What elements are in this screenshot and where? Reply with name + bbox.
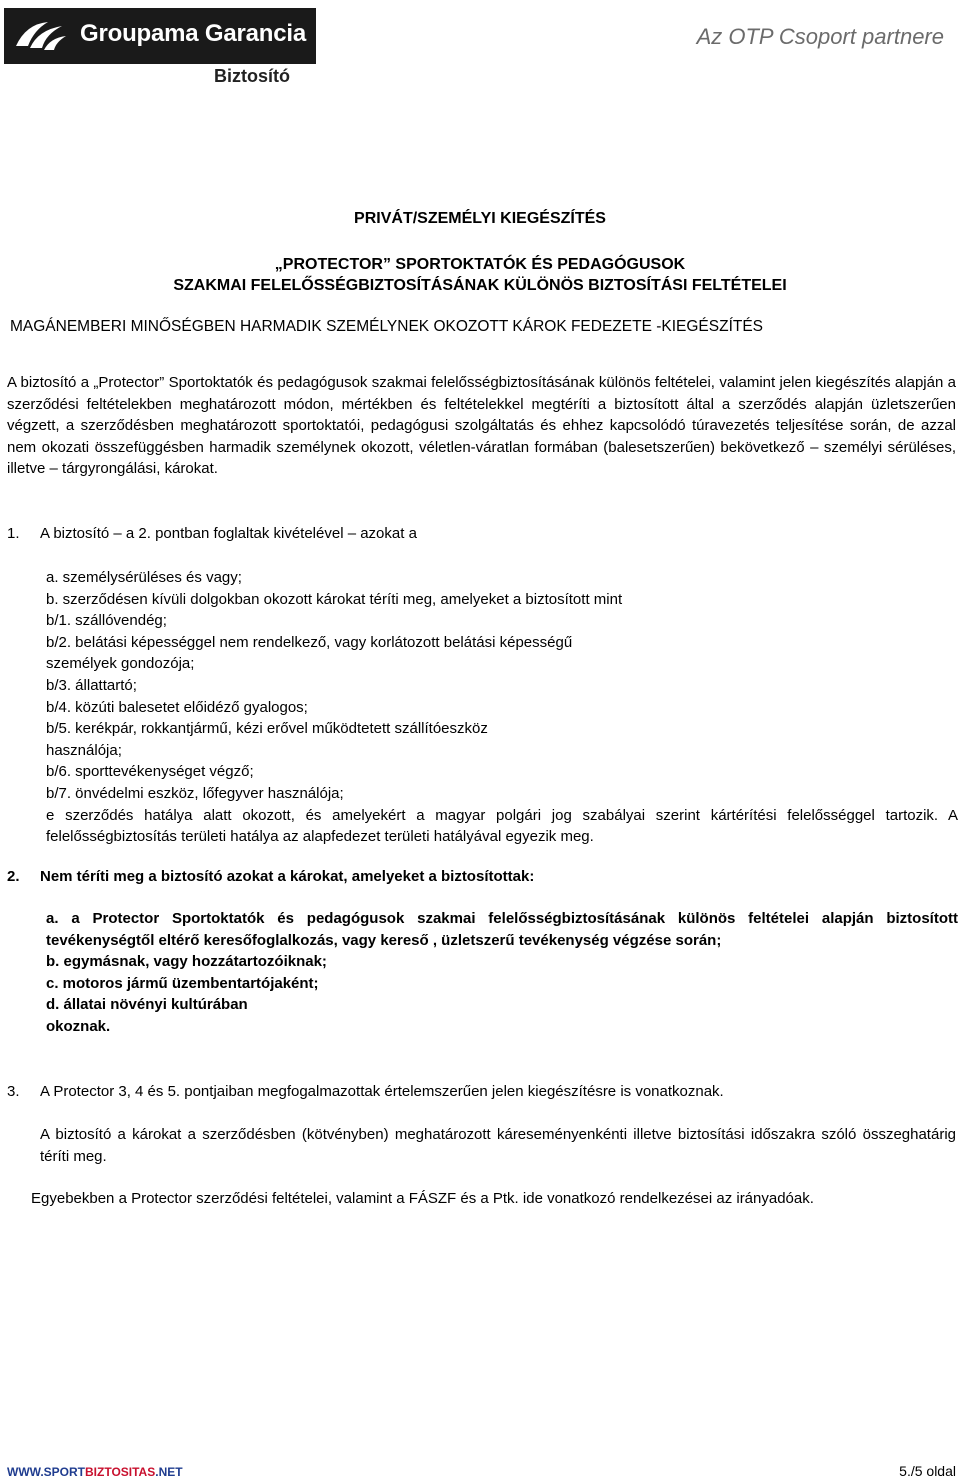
- section-1-heading: [7, 523, 956, 545]
- section-3: [7, 1081, 956, 1103]
- list-item: b/7. önvédelmi eszköz, lőfegyver használója;: [46, 784, 344, 802]
- section-5-body: [7, 1188, 956, 1210]
- list-item: b/1. szállóvendég;: [46, 612, 167, 630]
- page-number: 5./5 oldal: [899, 1463, 956, 1479]
- footer-website-link[interactable]: [7, 1465, 183, 1479]
- document-subtitle: MAGÁNEMBERI MINŐSÉGBEN HARMADIK SZEMÉLYNEK OKOZOTT KÁROK FEDEZETE -KIEGÉSZÍTÉS: [10, 318, 764, 335]
- section-text: A biztosító – a 2. pontban foglaltak kivételével – azokat a: [40, 525, 417, 542]
- wings-logo-icon: [12, 16, 68, 56]
- footer-site-part-1: WWW.SPORT: [7, 1465, 85, 1479]
- partner-tagline: Az OTP Csoport partnere: [696, 24, 944, 49]
- section-4-body: [7, 1124, 956, 1167]
- logo-text: Groupama Garancia: [80, 20, 307, 47]
- footer-site-part-2: BIZTOSITAS: [85, 1465, 156, 1479]
- section-number: 2.: [7, 868, 20, 885]
- list-item: b/4. közúti balesetet előidéző gyalogos;: [46, 698, 308, 716]
- list-item: b. egymásnak, vagy hozzátartozóiknak;: [46, 953, 327, 971]
- section-1-closing: e szerződés hatálya alatt okozott, és amelyekért a magyar polgári jog szabályai szerint kártérítési felelősséggel tartozik. A felelősségbiztosítás területi hatálya az alapfedezet területi hatályával egyezik meg.: [46, 806, 958, 846]
- section-2-heading: [7, 866, 956, 888]
- section-text: A biztosító a károkat a szerződésben (kötvényben) meghatározott káreseményenkénti illetve biztosítási időszakra szóló összeghatárig téríti meg.: [40, 1126, 956, 1165]
- list-item: c. motoros jármű üzembentartójaként;: [46, 974, 319, 992]
- list-item: b/2. belátási képességgel nem rendelkező, vagy korlátozott belátási képességű: [46, 633, 573, 651]
- section-text: Egyebekben a Protector szerződési feltételei, valamint a FÁSZF és a Ptk. ide vonatkozó rendelkezései az irányadóak.: [31, 1190, 814, 1207]
- document-title-line-1: „PROTECTOR” SPORTOKTATÓK ÉS PEDAGÓGUSOK: [274, 256, 686, 273]
- intro-paragraph: A biztosító a „Protector” Sportoktatók és pedagógusok szakmai felelősségbiztosításának különös feltételei, valamint jelen kiegészítés alapján a szerződési feltételekben meghatározott módon, mértékben és feltételekkel megtéríti a biztosított által a szerződés alapján üzletszerűen végzett, a szerződésben meghatározott sportoktatói, pedagógusi szolgáltatás és ehhez kapcsolódó túravezetés teljesítése során, de azzal nem okozati összefüggésben harmadik személynek okozott, véletlen-váratlan formában (balesetszerűen) bekövetkező – személyi sérüléses, illetve – tárgyrongálási, károkat.: [7, 374, 956, 477]
- document-title-line-2: SZAKMAI FELELŐSSÉGBIZTOSÍTÁSÁNAK KÜLÖNÖS BIZTOSÍTÁSI FELTÉTELEI: [173, 277, 787, 294]
- footer-site-part-3: .NET: [155, 1465, 183, 1479]
- document-supertitle: PRIVÁT/SZEMÉLYI KIEGÉSZÍTÉS: [354, 210, 606, 227]
- list-item: a. a Protector Sportoktatók és pedagógusok szakmai felelősségbiztosításának különös feltételei alapján biztosított tevékenységtől eltérő keresőfoglalkozás, vagy kereső , üzletszerű tevékenység végzése során;: [46, 910, 958, 949]
- section-1-list: [46, 567, 958, 848]
- list-item: d. állatai növényi kultúrában: [46, 996, 248, 1014]
- section-2-list: [46, 908, 958, 1038]
- groupama-logo: [4, 8, 316, 64]
- list-item: személyek gondozója;: [46, 655, 195, 673]
- section-number: 3.: [7, 1083, 20, 1100]
- section-number: [7, 1124, 40, 1146]
- section-text: Nem téríti meg a biztosító azokat a károkat, amelyeket a biztosítottak:: [40, 868, 535, 885]
- section-number: [7, 1188, 31, 1210]
- section-number: 1.: [7, 525, 20, 542]
- list-item: b/6. sporttevékenységet végző;: [46, 763, 254, 781]
- list-item: a. személysérüléses és vagy;: [46, 569, 242, 586]
- logo-subtitle: Biztosító: [214, 66, 290, 86]
- section-4: [7, 1124, 956, 1167]
- section-text: A Protector 3, 4 és 5. pontjaiban megfogalmazottak értelemszerűen jelen kiegészítésre is vonatkoznak.: [40, 1083, 724, 1100]
- list-item: b/3. állattartó;: [46, 676, 137, 694]
- list-item: b/5. kerékpár, rokkantjármű, kézi erővel működtetett szállítóeszköz: [46, 720, 488, 738]
- list-item: okoznak.: [46, 1017, 111, 1035]
- list-item: használója;: [46, 741, 122, 759]
- list-item: b. szerződésen kívüli dolgokban okozott károkat téríti meg, amelyeket a biztosított mint: [46, 590, 623, 608]
- document-title: [0, 254, 960, 296]
- section-5: [7, 1188, 956, 1210]
